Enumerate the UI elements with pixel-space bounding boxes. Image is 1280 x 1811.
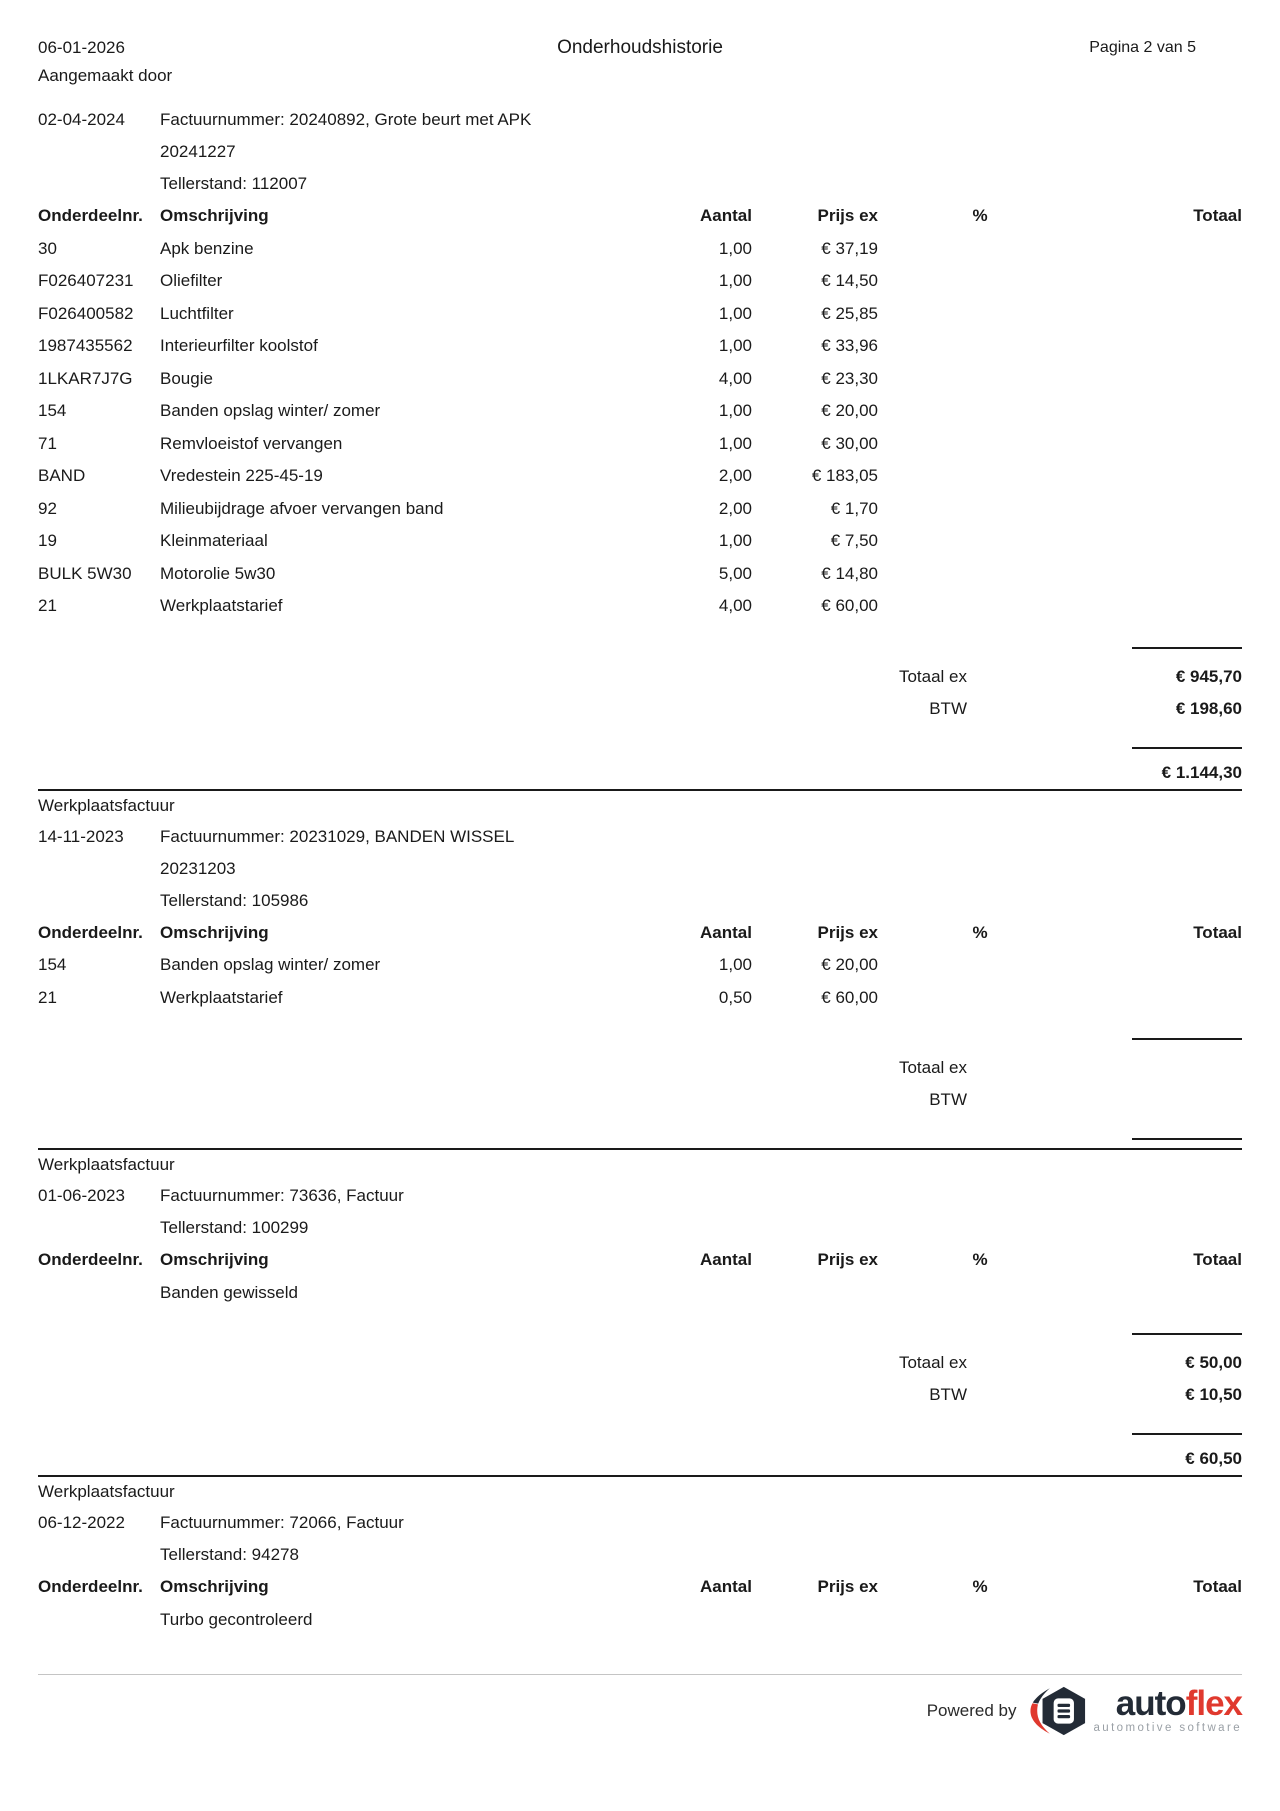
cell-price-ex: € 37,19: [821, 238, 878, 258]
totals-label-ex: Totaal ex: [898, 1353, 967, 1372]
table-row: [38, 590, 1242, 623]
meta-spacer: [38, 853, 160, 885]
cell-description: Milieubijdrage afvoer vervangen band: [160, 498, 444, 518]
section-label: Werkplaatsfactuur: [38, 795, 175, 815]
grand-total-rule: [1132, 1138, 1242, 1140]
footer-divider: [38, 1674, 1242, 1675]
col-header-part-no: Onderdeelnr.: [38, 1250, 143, 1269]
invoice-sub-line: 20241227: [160, 142, 236, 161]
autoflex-logo: [1029, 1685, 1242, 1737]
invoice-date: 01-06-2023: [38, 1186, 125, 1205]
cell-quantity: 4,00: [718, 596, 752, 615]
cell-price-ex: € 30,00: [821, 433, 878, 453]
cell-price-ex: € 20,00: [821, 401, 878, 420]
cell-part-no: 154: [38, 401, 67, 420]
cell-percent: [878, 330, 1082, 363]
col-header-price-ex: Prijs ex: [817, 922, 878, 942]
table-row: [38, 330, 1242, 363]
col-header-percent: %: [972, 1577, 988, 1596]
cell-part-no: 30: [38, 238, 57, 258]
report-date: 06-01-2026: [38, 38, 125, 57]
col-header-part-no: Onderdeelnr.: [38, 1577, 143, 1596]
cell-price-ex: € 1,70: [830, 498, 878, 518]
cell-part-no: BULK 5W30: [38, 563, 132, 583]
table-row: [38, 460, 1242, 493]
cell-percent: [878, 1277, 1082, 1310]
invoice-meta: [38, 821, 1242, 917]
table-row: [38, 298, 1242, 331]
totals-amount-ex: € 50,00: [1185, 1353, 1242, 1372]
table-row: [38, 982, 1242, 1015]
invoice-date: 06-12-2022: [38, 1513, 125, 1532]
totals-rule: [1132, 1038, 1242, 1040]
col-header-description: Omschrijving: [160, 1250, 269, 1269]
cell-description: Werkplaatstarief: [160, 596, 283, 615]
invoice-sub-line: 20231203: [160, 858, 236, 878]
totals-label-ex: Totaal ex: [898, 666, 967, 686]
totals-row-ex: [38, 661, 1242, 693]
invoice-title-line: Factuurnummer: 73636, Factuur: [160, 1186, 404, 1205]
cell-part-no: 1987435562: [38, 336, 133, 355]
col-header-percent: %: [972, 206, 988, 225]
grand-total-spacer: [38, 1443, 967, 1475]
table-row: [38, 525, 1242, 558]
cell-part-no: 19: [38, 531, 57, 550]
cell-percent: [878, 493, 1082, 526]
cell-price-ex: € 60,00: [821, 987, 878, 1007]
cell-quantity: 2,00: [718, 498, 752, 518]
page-footer: [38, 1683, 1242, 1739]
table-row: [38, 558, 1242, 591]
cell-percent: [878, 1604, 1082, 1637]
cell-part-no: [38, 1277, 160, 1310]
cell-total: [1082, 982, 1242, 1015]
totals-row-vat: [38, 693, 1242, 725]
cell-total: [1082, 1604, 1242, 1637]
totals-label-vat: BTW: [929, 1090, 967, 1109]
col-header-quantity: Aantal: [700, 922, 752, 942]
cell-price-ex: [752, 1277, 878, 1310]
col-header-total: Totaal: [1193, 922, 1242, 942]
cell-description: Banden opslag winter/ zomer: [160, 401, 381, 420]
totals-label-ex: Totaal ex: [898, 1058, 967, 1077]
cell-quantity: 5,00: [718, 563, 752, 583]
col-header-quantity: Aantal: [700, 1250, 752, 1269]
section-label: Werkplaatsfactuur: [38, 1155, 175, 1174]
table-row: [38, 363, 1242, 396]
cell-quantity: 1,00: [718, 401, 752, 420]
col-header-price-ex: Prijs ex: [817, 1250, 878, 1269]
cell-price-ex: € 60,00: [821, 596, 878, 615]
cell-percent: [878, 265, 1082, 298]
cell-percent: [878, 558, 1082, 591]
cell-description: Banden opslag winter/ zomer: [160, 955, 381, 974]
cell-part-no: [38, 1604, 160, 1637]
col-header-description: Omschrijving: [160, 206, 269, 225]
cell-price-ex: € 183,05: [811, 466, 878, 485]
totals-amount-vat: € 10,50: [1185, 1385, 1242, 1404]
logo-tagline: automotive software: [1093, 1721, 1242, 1734]
autoflex-logo-text: [1093, 1683, 1242, 1736]
cell-percent: [878, 363, 1082, 396]
table-header-row: [38, 1571, 1242, 1604]
cell-description: Interieurfilter koolstof: [160, 336, 318, 355]
table-header-row: [38, 917, 1242, 950]
cell-price-ex: [752, 1604, 878, 1637]
page-header: [38, 34, 1242, 62]
grand-total-row: [38, 757, 1242, 789]
totals-label-vat: BTW: [929, 1385, 967, 1404]
meta-spacer: [38, 1212, 160, 1244]
cell-total: [1082, 298, 1242, 331]
cell-total: [1082, 233, 1242, 266]
cell-price-ex: € 14,50: [821, 271, 878, 290]
totals-rule: [1132, 1333, 1242, 1335]
cell-part-no: 21: [38, 596, 57, 615]
table-row: [38, 493, 1242, 526]
cell-percent: [878, 525, 1082, 558]
autoflex-logo-icon: [1029, 1685, 1087, 1737]
cell-part-no: 92: [38, 498, 57, 518]
col-header-percent: %: [972, 922, 988, 942]
cell-total: [1082, 590, 1242, 623]
col-header-price-ex: Prijs ex: [817, 1577, 878, 1596]
grand-total-spacer: [38, 757, 967, 789]
invoice-odometer: Tellerstand: 94278: [160, 1545, 299, 1564]
cell-quantity: 1,00: [718, 336, 752, 355]
col-header-total: Totaal: [1193, 1577, 1242, 1596]
cell-total: [1082, 395, 1242, 428]
invoice-title-line: Factuurnummer: 20240892, Grote beurt met APK: [160, 110, 532, 129]
invoice-meta: [38, 104, 1242, 200]
cell-description: Bougie: [160, 368, 213, 388]
cell-total: [1082, 949, 1242, 982]
page-number: Pagina 2 van 5: [1089, 39, 1196, 56]
cell-total: [1082, 363, 1242, 396]
cell-price-ex: € 23,30: [821, 368, 878, 388]
cell-percent: [878, 949, 1082, 982]
invoice-meta: [38, 1180, 1242, 1244]
invoice-sections: [38, 104, 1242, 1636]
totals-amount-ex: [967, 1052, 1242, 1084]
cell-quantity: 2,00: [718, 466, 752, 485]
cell-description: Luchtfilter: [160, 303, 234, 323]
table-header-row: [38, 1244, 1242, 1277]
totals-row-vat: [38, 1084, 1242, 1116]
cell-total: [1082, 330, 1242, 363]
table-row: [38, 233, 1242, 266]
invoice-odometer: Tellerstand: 112007: [160, 174, 308, 193]
logo-word-flex: flex: [1185, 1683, 1242, 1723]
invoice-date: 02-04-2024: [38, 110, 125, 129]
cell-quantity: 1,00: [718, 955, 752, 974]
cell-quantity: 1,00: [718, 433, 752, 453]
col-header-description: Omschrijving: [160, 922, 269, 942]
cell-total: [1082, 428, 1242, 461]
totals-amount-ex: € 945,70: [1175, 666, 1242, 686]
col-header-total: Totaal: [1193, 1250, 1242, 1269]
meta-spacer: [38, 885, 160, 917]
table-row: [38, 395, 1242, 428]
cell-description: Werkplaatstarief: [160, 987, 283, 1007]
cell-price-ex: € 20,00: [821, 955, 878, 974]
cell-description: Banden gewisseld: [160, 1282, 298, 1302]
cell-description: Remvloeistof vervangen: [160, 433, 343, 453]
grand-total-rule: [1132, 747, 1242, 749]
cell-total: [1082, 525, 1242, 558]
totals-row-ex: [38, 1052, 1242, 1084]
cell-total: [1082, 1277, 1242, 1310]
col-header-percent: %: [972, 1250, 988, 1269]
table-header-row: [38, 200, 1242, 233]
grand-total-row: [38, 1443, 1242, 1475]
cell-quantity: 1,00: [718, 531, 752, 550]
section-label: Werkplaatsfactuur: [38, 1482, 175, 1501]
cell-total: [1082, 460, 1242, 493]
cell-quantity: 0,50: [718, 987, 752, 1007]
cell-quantity: [610, 1604, 752, 1637]
totals-label-vat: BTW: [929, 698, 967, 718]
col-header-quantity: Aantal: [700, 1577, 752, 1596]
totals-row-vat: [38, 1379, 1242, 1411]
col-header-part-no: Onderdeelnr.: [38, 206, 143, 225]
cell-description: Turbo gecontroleerd: [160, 1609, 313, 1629]
logo-word-auto: auto: [1115, 1683, 1186, 1723]
col-header-quantity: Aantal: [700, 206, 752, 225]
table-row: [38, 949, 1242, 982]
cell-price-ex: € 25,85: [821, 303, 878, 323]
cell-price-ex: € 7,50: [830, 531, 878, 550]
table-row: [38, 428, 1242, 461]
cell-total: [1082, 558, 1242, 591]
invoice-date: 14-11-2023: [38, 826, 124, 846]
autoflex-wordmark: [1115, 1683, 1242, 1723]
cell-percent: [878, 428, 1082, 461]
meta-spacer: [38, 136, 160, 168]
cell-quantity: [610, 1277, 752, 1310]
col-header-price-ex: Prijs ex: [817, 206, 878, 225]
invoice-odometer: Tellerstand: 105986: [160, 890, 309, 910]
invoice-title-line: Factuurnummer: 72066, Factuur: [160, 1513, 404, 1532]
totals-rule: [1132, 647, 1242, 649]
invoice-title-line: Factuurnummer: 20231029, BANDEN WISSEL: [160, 826, 515, 846]
totals-amount-vat: [967, 1084, 1242, 1116]
cell-price-ex: € 33,96: [821, 336, 878, 355]
created-by-label: Aangemaakt door: [38, 66, 173, 85]
cell-quantity: 1,00: [718, 238, 752, 258]
cell-description: Motorolie 5w30: [160, 563, 276, 583]
page-title: Onderhoudshistorie: [557, 37, 723, 58]
cell-part-no: BAND: [38, 466, 86, 485]
col-header-part-no: Onderdeelnr.: [38, 922, 143, 942]
totals-row-ex: [38, 1347, 1242, 1379]
cell-description: Kleinmateriaal: [160, 531, 268, 550]
col-header-total: Totaal: [1193, 206, 1242, 225]
grand-total-amount: € 1.144,30: [1161, 762, 1242, 782]
cell-part-no: F026400582: [38, 303, 134, 323]
cell-part-no: 1LKAR7J7G: [38, 368, 133, 388]
cell-percent: [878, 395, 1082, 428]
table-row: [38, 265, 1242, 298]
cell-percent: [878, 298, 1082, 331]
cell-quantity: 4,00: [718, 368, 752, 388]
cell-part-no: 71: [38, 433, 57, 453]
cell-part-no: 21: [38, 987, 57, 1007]
table-row: [38, 1277, 1242, 1310]
cell-quantity: 1,00: [718, 303, 752, 323]
cell-description: Vredestein 225-45-19: [160, 466, 323, 485]
cell-total: [1082, 265, 1242, 298]
invoice-odometer: Tellerstand: 100299: [160, 1218, 309, 1237]
cell-percent: [878, 233, 1082, 266]
table-row: [38, 1604, 1242, 1637]
cell-description: Apk benzine: [160, 238, 254, 258]
cell-price-ex: € 14,80: [821, 563, 878, 583]
grand-total-amount: € 60,50: [1185, 1449, 1242, 1468]
cell-percent: [878, 460, 1082, 493]
cell-description: Oliefilter: [160, 271, 223, 290]
cell-quantity: 1,00: [718, 271, 752, 290]
cell-percent: [878, 982, 1082, 1015]
totals-amount-vat: € 198,60: [1175, 698, 1242, 718]
powered-by-label: Powered by: [926, 1701, 1017, 1720]
cell-part-no: 154: [38, 955, 67, 974]
cell-total: [1082, 493, 1242, 526]
meta-spacer: [38, 168, 160, 200]
grand-total-rule: [1132, 1433, 1242, 1435]
cell-percent: [878, 590, 1082, 623]
col-header-description: Omschrijving: [160, 1577, 269, 1596]
cell-part-no: F026407231: [38, 271, 134, 290]
invoice-meta: [38, 1507, 1242, 1571]
meta-spacer: [38, 1539, 160, 1571]
